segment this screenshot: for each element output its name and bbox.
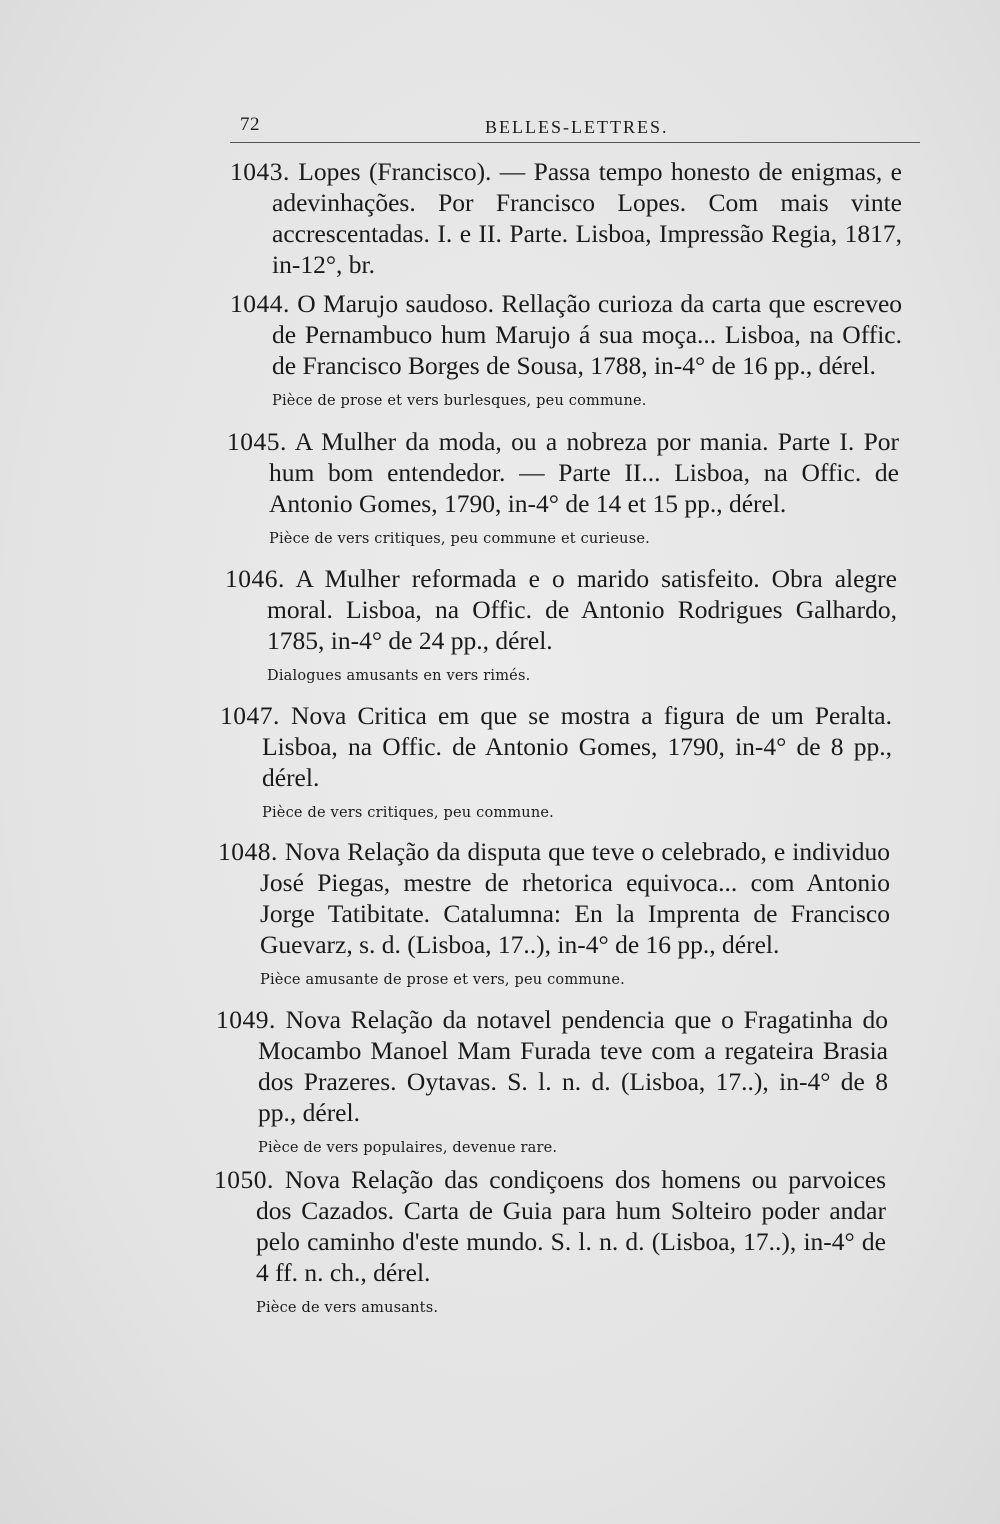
entry-number: 1048.	[218, 837, 278, 866]
entry-note: Dialogues amusants en vers rimés.	[267, 668, 531, 684]
entry-main-text	[214, 1164, 886, 1288]
catalog-entry-1044	[230, 288, 902, 411]
entry-main-text	[216, 1004, 888, 1128]
entry-description: Nova Relação da disputa que teve o celebrado, e individuo José Piegas, mestre de rhetorica equivoca... com Antonio Jorge Tatibitate. Catalumna: En la Imprenta de Francisco Guevarz, s. d. (Lisboa, 17..), in-4° de 16 pp., dérel.	[260, 837, 890, 959]
entry-number: 1045.	[227, 427, 287, 456]
entry-description: O Marujo saudoso. Rellação curioza da carta que escreveo de Pernambuco hum Marujo á sua moça... Lisboa, na Offic. de Francisco Borges de Sousa, 1788, in-4° de 16 pp., dérel.	[272, 289, 903, 380]
entry-number: 1050.	[214, 1165, 274, 1194]
entry-description: Nova Relação da notavel pendencia que o Fragatinha do Mocambo Manoel Mam Furada teve com a regateira Brasia dos Prazeres. Oytavas. S. l. n. d. (Lisboa, 17..), in-4° de 8 pp., dérel.	[258, 1005, 888, 1127]
catalog-entry-1047	[220, 700, 892, 823]
entry-main-text	[230, 288, 902, 381]
entry-main-text	[230, 156, 902, 280]
entry-number: 1046.	[225, 564, 285, 593]
entry-main-text	[225, 563, 897, 656]
entry-number: 1043.	[230, 157, 290, 186]
page-number: 72	[240, 114, 260, 135]
catalog-entry-1049	[216, 1004, 888, 1158]
catalog-entry-1050	[214, 1164, 886, 1318]
entry-description: A Mulher da moda, ou a nobreza por mania. Parte I. Por hum bom entendedor. — Parte II... Lisboa, na Offic. de Antonio Gomes, 1790, in-4° de 14 et 15 pp., dérel.	[269, 427, 900, 518]
running-title: BELLES-LETTRES.	[485, 117, 669, 137]
entry-main-text	[227, 426, 899, 519]
entry-note: Pièce de prose et vers burlesques, peu commune.	[272, 393, 647, 409]
entry-note: Pièce de vers populaires, devenue rare.	[258, 1140, 558, 1156]
entry-number: 1044.	[230, 289, 290, 318]
entry-note: Pièce de vers critiques, peu commune.	[262, 805, 554, 821]
entry-description: A Mulher reformada e o marido satisfeito. Obra alegre moral. Lisboa, na Offic. de Antonio Rodrigues Galhardo, 1785, in-4° de 24 pp., dérel.	[267, 564, 897, 655]
catalog-entry-1045	[227, 426, 899, 549]
entry-note: Pièce de vers amusants.	[256, 1300, 439, 1316]
entry-note: Pièce amusante de prose et vers, peu commune.	[260, 972, 625, 988]
entry-note: Pièce de vers critiques, peu commune et curieuse.	[269, 531, 650, 547]
entry-main-text	[218, 836, 890, 960]
catalog-entry-1046	[225, 563, 897, 686]
catalog-entry-1043	[230, 156, 902, 280]
entry-description: Nova Critica em que se mostra a figura de um Peralta. Lisboa, na Offic. de Antonio Gomes, 1790, in-4° de 8 pp., dérel.	[262, 701, 892, 792]
page-header	[230, 108, 920, 143]
entry-description: Nova Relação das condiçoens dos homens ou parvoices dos Cazados. Carta de Guia para hum Solteiro poder andar pelo caminho d'este mundo. S. l. n. d. (Lisboa, 17..), in-4° de 4 ff. n. ch., dérel.	[256, 1165, 886, 1287]
entry-main-text	[220, 700, 892, 793]
entry-number: 1047.	[220, 701, 280, 730]
entry-description: Lopes (Francisco). — Passa tempo honesto de enigmas, e adevinhações. Por Francisco Lopes. Com mais vinte accrescentadas. I. e II. Parte. Lisboa, Impressão Regia, 1817, in-12°, br.	[272, 157, 902, 279]
entry-number: 1049.	[216, 1005, 276, 1034]
catalog-entry-1048	[218, 836, 890, 990]
